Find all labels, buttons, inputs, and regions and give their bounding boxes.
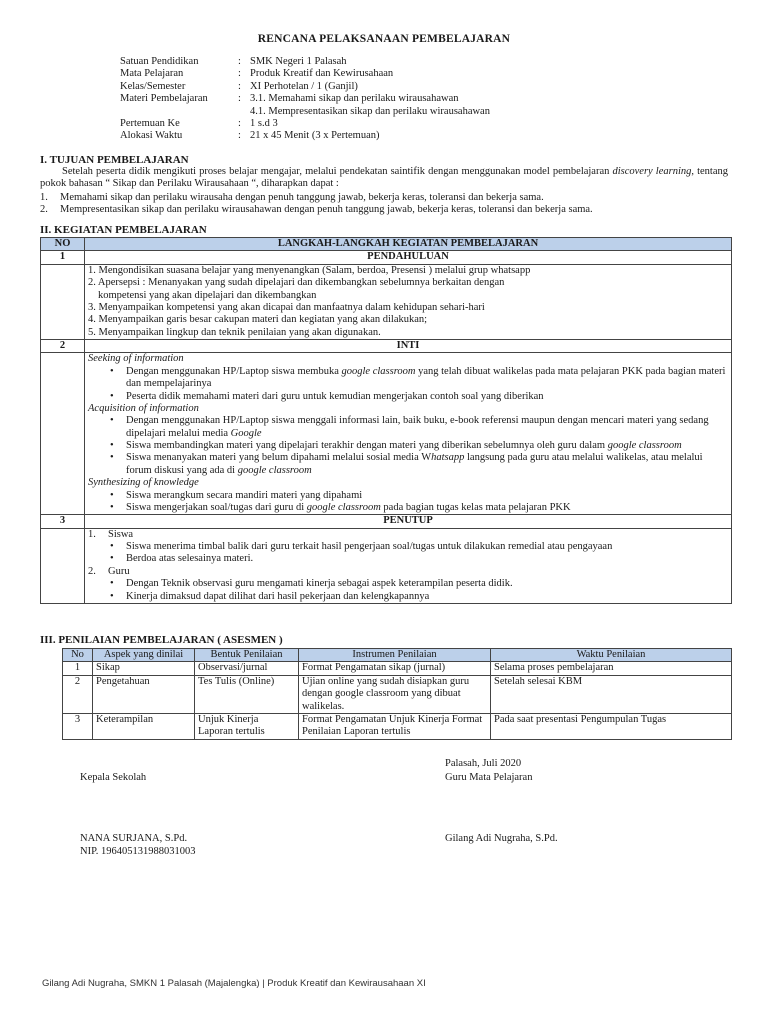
section-heading-penilaian: III. PENILAIAN PEMBELAJARAN ( ASESMEN ): [40, 634, 283, 646]
cell-waktu: Pada saat presentasi Pengumpulan Tugas: [491, 713, 732, 739]
bullet-icon: •: [110, 452, 114, 464]
col-header: Waktu Penilaian: [491, 649, 732, 662]
phase-content-row: [41, 528, 732, 603]
intro-italic: discovery learning: [612, 166, 692, 177]
cell-no: 3: [63, 713, 93, 739]
bullet-italic: google classroom: [306, 501, 381, 513]
item-number: 2.: [88, 565, 96, 577]
col-header: Bentuk Penilaian: [195, 649, 299, 662]
bullet-icon: •: [110, 440, 114, 451]
page-footer: Gilang Adi Nugraha, SMKN 1 Palasah (Majalengka) | Produk Kreatif dan Kewirausahaan XI: [42, 978, 426, 989]
info-value: 21 x 45 Menit (3 x Pertemuan): [250, 130, 380, 142]
bullet-text: langsung pada guru atau melalui walikelas, atau melalui forum diskusi yang ada di: [126, 452, 703, 476]
phase-number: 3: [41, 515, 85, 528]
table-row: [63, 713, 732, 739]
phase-content-row: [41, 264, 732, 339]
item-text: Guru: [108, 565, 130, 577]
phase-row: [41, 515, 732, 528]
penutup-steps: [85, 528, 732, 603]
bullet-italic: hatsapp: [431, 452, 465, 464]
info-value: 1 s.d 3: [250, 117, 278, 129]
bullet-icon: •: [110, 365, 114, 377]
subsection-title: Synthesizing of knowledge: [88, 477, 199, 489]
subsection-title: Seeking of information: [88, 353, 184, 365]
bullet-text: Berdoa atas selesainya materi.: [126, 553, 254, 565]
kegiatan-table: [40, 237, 732, 604]
info-label: [120, 106, 238, 118]
intro-text: Setelah peserta didik mengikuti proses belajar mengajar, melalui pendekatan saintifik dengan menggunakan model pembelajaran: [62, 166, 610, 177]
bullet-italic: google classroom: [341, 365, 416, 377]
bullet-icon: •: [110, 590, 114, 602]
info-label: Alokasi Waktu: [120, 130, 183, 142]
phase-title: PENDAHULUAN: [85, 251, 732, 264]
info-row: [120, 130, 490, 142]
bullet-item: [88, 452, 728, 477]
bullet-icon: •: [110, 501, 114, 513]
principal-nip: NIP. 196405131988031003: [80, 846, 196, 857]
bullet-item: [88, 591, 728, 603]
info-sep: :: [238, 68, 241, 80]
place-date: Palasah, Juli 2020: [445, 758, 522, 769]
bullet-italic: google classroom: [237, 464, 312, 476]
cell-instrumen: Format Pengamatan Unjuk Kinerja Format Penilaian Laporan tertulis: [299, 713, 491, 739]
cell-no: 1: [63, 662, 93, 675]
info-sep: :: [238, 80, 241, 92]
list-item: [40, 192, 730, 204]
cell-aspek: Sikap: [93, 662, 195, 675]
step-item: 1. Mengondisikan suasana belajar yang menyenangkan (Salam, berdoa, Presensi ) melalui grup whatsapp: [88, 264, 531, 276]
phase-title: INTI: [85, 340, 732, 353]
info-sep: :: [238, 93, 241, 105]
col-steps: LANGKAH-LANGKAH KEGIATAN PEMBELAJARAN: [85, 238, 732, 251]
info-value: Produk Kreatif dan Kewirusahaan: [250, 68, 394, 80]
bullet-text: Dengan menggunakan HP/Laptop siswa menggali informasi lain, baik buku, e-book referensi maupun dengan mencari materi yang sedang dipelajari melalui media: [126, 415, 709, 439]
info-row: [120, 68, 490, 80]
numbered-item: [88, 529, 728, 541]
bullet-item: [88, 440, 728, 452]
step-item: 2. Apersepsi : Menanyakan yang sudah dipelajari dan dikembangkan sebelumnya berkaitan dengan: [88, 277, 505, 289]
list-text: Mempresentasikan sikap dan perilaku wirausahawan dengan penuh tanggung jawab, bekerja keras, toleransi dan bekerja sama.: [60, 204, 593, 216]
bullet-text: Peserta didik memahami materi dari guru untuk kemudian mengerjakan contoh soal yang diberikan: [126, 390, 544, 402]
cell-waktu: Setelah selesai KBM: [491, 675, 732, 713]
item-number: 1.: [88, 528, 96, 540]
step-item: 5. Menyampaikan lingkup dan teknik penilaian yang akan digunakan.: [88, 326, 381, 338]
bullet-item: [88, 541, 728, 553]
phase-row: [41, 340, 732, 353]
bullet-item: [88, 415, 728, 440]
cell-bentuk: Unjuk Kinerja Laporan tertulis: [195, 713, 299, 739]
col-header: Instrumen Penilaian: [299, 649, 491, 662]
bullet-icon: •: [110, 553, 114, 565]
bullet-item: [88, 490, 728, 502]
list-number: 1.: [40, 192, 48, 203]
table-header-row: [41, 238, 732, 251]
bullet-text: Siswa merangkum secara mandiri materi yang dipahami: [126, 489, 363, 501]
info-row: [120, 93, 490, 105]
bullet-text: Siswa menanyakan materi yang belum dipahami melalui sosial media W: [126, 452, 432, 464]
bullet-icon: •: [110, 541, 114, 552]
table-row: [63, 675, 732, 713]
step-item: 3. Menyampaikan kompetensi yang akan dicapai dan manfaatnya dalam kehidupan sehari-hari: [88, 301, 485, 313]
bullet-text: Dengan Teknik observasi guru mengamati kinerja sebagai aspek keterampilan peserta didik.: [126, 578, 513, 590]
bullet-italic: google classroom: [607, 440, 682, 451]
list-number: 2.: [40, 204, 48, 216]
intro-text-rest: , tentang pokok bahasan “ Sikap dan Perilaku Wirausahaan “, diharapkan dapat :: [40, 166, 729, 190]
col-no: NO: [41, 238, 85, 251]
info-value: XI Perhotelan / 1 (Ganjil): [250, 80, 358, 92]
table-row: [63, 662, 732, 675]
cell-bentuk: Observasi/jurnal: [195, 662, 299, 675]
section-heading-tujuan: I. TUJUAN PEMBELAJARAN: [40, 154, 189, 166]
info-value: 3.1. Memahami sikap dan perilaku wirausahawan: [250, 93, 459, 105]
cell-instrumen: Ujian online yang sudah disiapkan guru dengan google classroom yang dibuat walikelas.: [299, 675, 491, 713]
pendahuluan-steps: [85, 264, 732, 339]
cell-instrumen: Format Pengamatan sikap (jurnal): [299, 662, 491, 675]
cell-aspek: Pengetahuan: [93, 675, 195, 713]
numbered-item: [88, 566, 728, 578]
info-label: Mata Pelajaran: [120, 68, 184, 80]
step-item: 4. Menyampaikan garis besar cakupan materi dan kegiatan yang akan dilakukan;: [88, 314, 428, 326]
info-row: [120, 56, 490, 68]
section-heading-kegiatan: II. KEGIATAN PEMBELAJARAN: [40, 224, 207, 236]
info-table: [120, 56, 490, 143]
info-row: [120, 81, 490, 93]
phase-row: [41, 251, 732, 264]
bullet-text: Siswa mengerjakan soal/tugas dari guru di: [126, 501, 307, 513]
penilaian-table: [62, 648, 732, 740]
cell-waktu: Selama proses pembelajaran: [491, 662, 732, 675]
inti-steps: [85, 353, 732, 515]
subsection-title: Acquisition of information: [88, 402, 199, 414]
col-header: Aspek yang dinilai: [93, 649, 195, 662]
step-item-continued: kompetensi yang akan dipelajari dan dikembangkan: [98, 289, 317, 301]
info-value: SMK Negeri 1 Palasah: [250, 56, 347, 67]
bullet-item: [88, 502, 728, 514]
cell-aspek: Keterampilan: [93, 713, 195, 739]
bullet-item: [88, 553, 728, 565]
info-row: [120, 106, 490, 118]
phase-title: PENUTUP: [85, 515, 732, 528]
info-label: Materi Pembelajaran: [120, 93, 208, 105]
phase-number: 1: [41, 251, 85, 264]
teacher-role: Guru Mata Pelajaran: [445, 772, 533, 783]
info-value: 4.1. Mempresentasikan sikap dan perilaku wirausahawan: [250, 105, 490, 117]
bullet-text: pada bagian tugas kelas mata pelajaran PKK: [380, 501, 571, 513]
info-label: Satuan Pendidikan: [120, 56, 199, 67]
bullet-item: [88, 391, 728, 403]
bullet-italic: Google: [230, 427, 262, 439]
info-label: Kelas/Semester: [120, 80, 186, 92]
bullet-text: Dengan menggunakan HP/Laptop siswa membuka: [126, 365, 342, 377]
bullet-text: yang telah dibuat walikelas pada mata pelajaran PKK pada bagian materi dan mempelajarinya: [126, 365, 726, 390]
list-item: [40, 204, 730, 216]
info-sep: [238, 106, 250, 118]
principal-name: NANA SURJANA, S.Pd.: [80, 833, 188, 844]
item-text: Siswa: [108, 528, 134, 540]
phase-number: 2: [41, 340, 85, 353]
info-sep: :: [238, 130, 241, 142]
table-header-row: [63, 649, 732, 662]
bullet-text: Kinerja dimaksud dapat dilihat dari hasil pekerjaan dan kelengkapannya: [126, 590, 430, 602]
bullet-item: [88, 578, 728, 590]
tujuan-intro: [40, 166, 728, 191]
tujuan-list: [40, 192, 730, 217]
bullet-item: [88, 366, 728, 391]
info-row: [120, 118, 490, 130]
list-text: Memahami sikap dan perilaku wirausaha dengan penuh tanggung jawab, bekerja keras, toleransi dan bekerja sama.: [60, 192, 544, 203]
bullet-icon: •: [110, 578, 114, 590]
info-sep: :: [238, 117, 241, 129]
info-label: Pertemuan Ke: [120, 117, 180, 129]
principal-role: Kepala Sekolah: [80, 772, 147, 783]
teacher-name: Gilang Adi Nugraha, S.Pd.: [445, 833, 558, 844]
bullet-text: Siswa menerima timbal balik dari guru terkait hasil pengerjaan soal/tugas untuk dilakukan remedial atau pengayaan: [126, 541, 613, 552]
document-title: RENCANA PELAKSANAAN PEMBELAJARAN: [257, 33, 511, 45]
col-header: No: [63, 649, 93, 662]
bullet-icon: •: [110, 390, 114, 402]
bullet-text: Siswa membandingkan materi yang dipelajari terakhir dengan materi yang diberikan sebelumnya oleh guru dalam: [126, 440, 608, 451]
bullet-icon: •: [110, 489, 114, 501]
cell-bentuk: Tes Tulis (Online): [195, 675, 299, 713]
cell-no: 2: [63, 675, 93, 713]
info-sep: :: [238, 56, 241, 67]
phase-content-row: [41, 353, 732, 515]
bullet-icon: •: [110, 415, 114, 427]
